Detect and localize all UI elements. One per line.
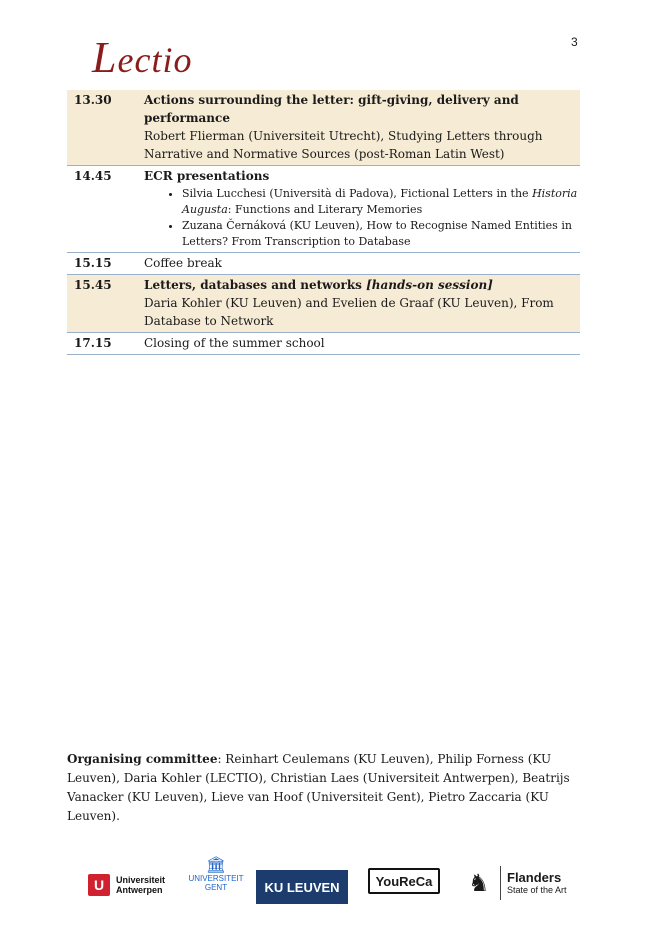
session-cell [144, 275, 580, 333]
building-icon: 🏛 [205, 857, 227, 874]
session-cell [144, 90, 580, 166]
schedule-table [67, 90, 580, 355]
ghent-logo: 🏛 UNIVERSITEIT GENT [188, 857, 244, 892]
flanders-logo: ♞ Flanders State of the Art [468, 866, 567, 900]
session-detail: Daria Kohler (KU Leuven) and Evelien de Graaf (KU Leuven), From Database to Network [144, 296, 554, 328]
session-title: Letters, databases and networks [hands-on session] [144, 278, 493, 292]
organising-committee: Organising committee: Reinhart Ceulemans (KU Leuven), Philip Forness (KU Leuven), Daria Kohler (LECTIO), Christian Laes (Universiteit Antwerpen), Beatrijs Vanacker (KU Leuven), Lieve van Hoof (Universiteit Gent), Pietro Zaccaria (KU Leuven). [67, 752, 570, 823]
schedule-row [67, 253, 580, 275]
time-cell: 14.45 [67, 166, 144, 253]
talk-list [144, 186, 580, 250]
time-cell: 13.30 [67, 90, 144, 166]
schedule-row [67, 333, 580, 355]
partner-logos [88, 858, 578, 908]
session-detail: Robert Flierman (Universiteit Utrecht), Studying Letters through Narrative and Normative Sources (post-Roman Latin West) [144, 129, 543, 161]
schedule-row [67, 166, 580, 253]
schedule-row [67, 90, 580, 166]
time-cell: 15.45 [67, 275, 144, 333]
lectio-logo: Lectio [92, 33, 193, 82]
page-number: 3 [571, 35, 578, 49]
ua-mark-icon: U [88, 874, 110, 896]
session-title: ECR presentations [144, 169, 270, 183]
lion-icon: ♞ [468, 869, 490, 897]
list-item: • Zuzana Černáková (KU Leuven), How to Recognise Named Entities in Letters? From Transcription to Database [182, 218, 580, 250]
session-cell [144, 166, 580, 253]
session-detail: Coffee break [144, 253, 580, 275]
list-item: • Silvia Lucchesi (Università di Padova), Fictional Letters in the Historia Augusta: Functions and Literary Memories [182, 186, 580, 218]
time-cell: 15.15 [67, 253, 144, 275]
session-title: Actions surrounding the letter: gift-giving, delivery and performance [144, 93, 519, 125]
schedule-row [67, 275, 580, 333]
time-cell: 17.15 [67, 333, 144, 355]
youreca-logo: YouReCa [368, 868, 440, 894]
session-detail: Closing of the summer school [144, 333, 580, 355]
ku-leuven-logo: KU LEUVEN [256, 870, 348, 904]
antwerp-logo: U Universiteit Antwerpen [88, 874, 165, 896]
